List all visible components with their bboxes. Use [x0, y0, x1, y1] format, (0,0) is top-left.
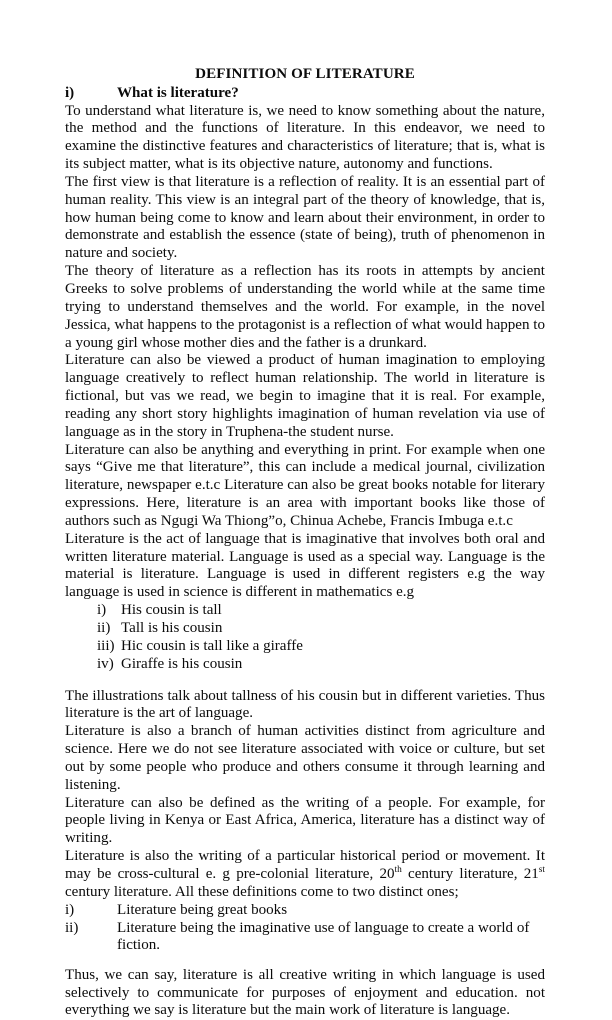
list-item-label: Literature being great books: [117, 901, 288, 918]
paragraph-first-view: The first view is that literature is a reflection of reality. It is an essential part of human reality. This view is an integral part of the theory of knowledge, that is, how human being come to know and learn about their environment, in order to demonstrate and establish the essence (state of being), truth of phenomenon in nature and society.: [65, 173, 545, 262]
list-item: [65, 602, 545, 620]
section-heading: [65, 85, 545, 103]
list-item: [65, 920, 545, 956]
paragraph-imagination: Literature can also be viewed a product of human imagination to employing language creatively to reflect human relationship. The world in literature is fictional, but vas we read, we begin to imagine that it is real. For example, reading any short story highlights imagination of human revelation via use of language as in the story in Truphena-the student nurse.: [65, 352, 545, 440]
list-item: [65, 638, 545, 656]
paragraph-human-activities: Literature is also a branch of human activities distinct from agriculture and science. Here we do not see literature associated with voice or culture, but set out by some people who produce and others consume it through learning and listening.: [65, 723, 545, 793]
definitions-list: [65, 902, 545, 956]
paragraph-historical-period: [65, 848, 545, 902]
paragraph-historical-period-part2: century literature, 21: [401, 865, 539, 882]
section-heading-text: What is literature?: [117, 84, 239, 101]
ordinal-suffix-st: st: [538, 864, 545, 875]
paragraph-historical-period-part3: century literature. All these definitions come to two distinct ones;: [65, 883, 459, 900]
list-item-marker: i): [97, 602, 107, 619]
paragraph-reflection-theory: The theory of literature as a reflection has its roots in attempts by ancient Greeks to solve problems of understanding the world while at the same time trying to understand themselves and the world. For example, in the novel Jessica, what happens to the protagonist is a reflection of what would happen to a young girl whose mother dies and the father is a drunkard.: [65, 263, 545, 351]
list-item-label: Tall is his cousin: [121, 620, 223, 636]
list-item-marker: iii): [97, 637, 115, 654]
list-item: [65, 902, 545, 920]
list-item-label: His cousin is tall: [121, 602, 222, 619]
paragraph-conclusion: Thus, we can say, literature is all creative writing in which language is used selectively to communicate for purposes of enjoyment and education. not everything we say is literature but the main work of literature is language.: [65, 966, 545, 1019]
paragraph-language-act: Literature is the act of language that is imaginative that involves both oral and written literature material. Language is used as a special way. Language is the material is literature. Language is used in different registers e.g the way language is used in science is different in mathematics e.g: [65, 530, 545, 601]
paragraph-print: Literature can also be anything and everything in print. For example when one says “Give me that literature”, this can include a medical journal, civilization literature, newspaper e.t.c Literature can also be great books notable for literary expressions. Here, literature is an area with important books like those of authors such as Ngugi Wa Thiong”o, Chinua Achebe, Francis Imbuga e.t.c: [65, 441, 545, 529]
section-heading-marker: i): [65, 84, 75, 101]
list-item-label: Literature being the imaginative use of language to create a world of fiction.: [117, 919, 530, 954]
list-item-marker: ii): [65, 919, 79, 936]
list-item-marker: iv): [97, 655, 114, 672]
list-item: [65, 620, 545, 638]
list-item-marker: i): [65, 901, 75, 918]
paragraph-historical-period-part1: Literature is also the writing of a particular historical period or movement. It may be cross-cultural e. g pre-colonial literature, 20: [65, 848, 545, 882]
spacer: [65, 674, 545, 688]
paragraph-illustrations: The illustrations talk about tallness of his cousin but in different varieties. Thus literature is the art of language.: [65, 687, 545, 722]
list-item-marker: ii): [97, 620, 111, 636]
list-item: [65, 656, 545, 674]
page-title: DEFINITION OF LITERATURE: [195, 66, 415, 82]
list-item-label: Hic cousin is tall like a giraffe: [121, 637, 303, 654]
ordinal-suffix-th: th: [394, 864, 402, 875]
paragraph-intro: To understand what literature is, we need to know something about the nature, the method and the functions of literature. In this endeavor, we need to examine the distinctive features and characteristics of literature; that is, what is its subject matter, what is its objective nature, autonomy and functions.: [65, 102, 545, 173]
register-examples-list: [65, 602, 545, 673]
paragraph-writing-of-people: Literature can also be defined as the writing of a people. For example, for people living in Kenya or East Africa, America, literature has a distinct way of writing.: [65, 794, 545, 847]
list-item-label: Giraffe is his cousin: [121, 655, 243, 672]
